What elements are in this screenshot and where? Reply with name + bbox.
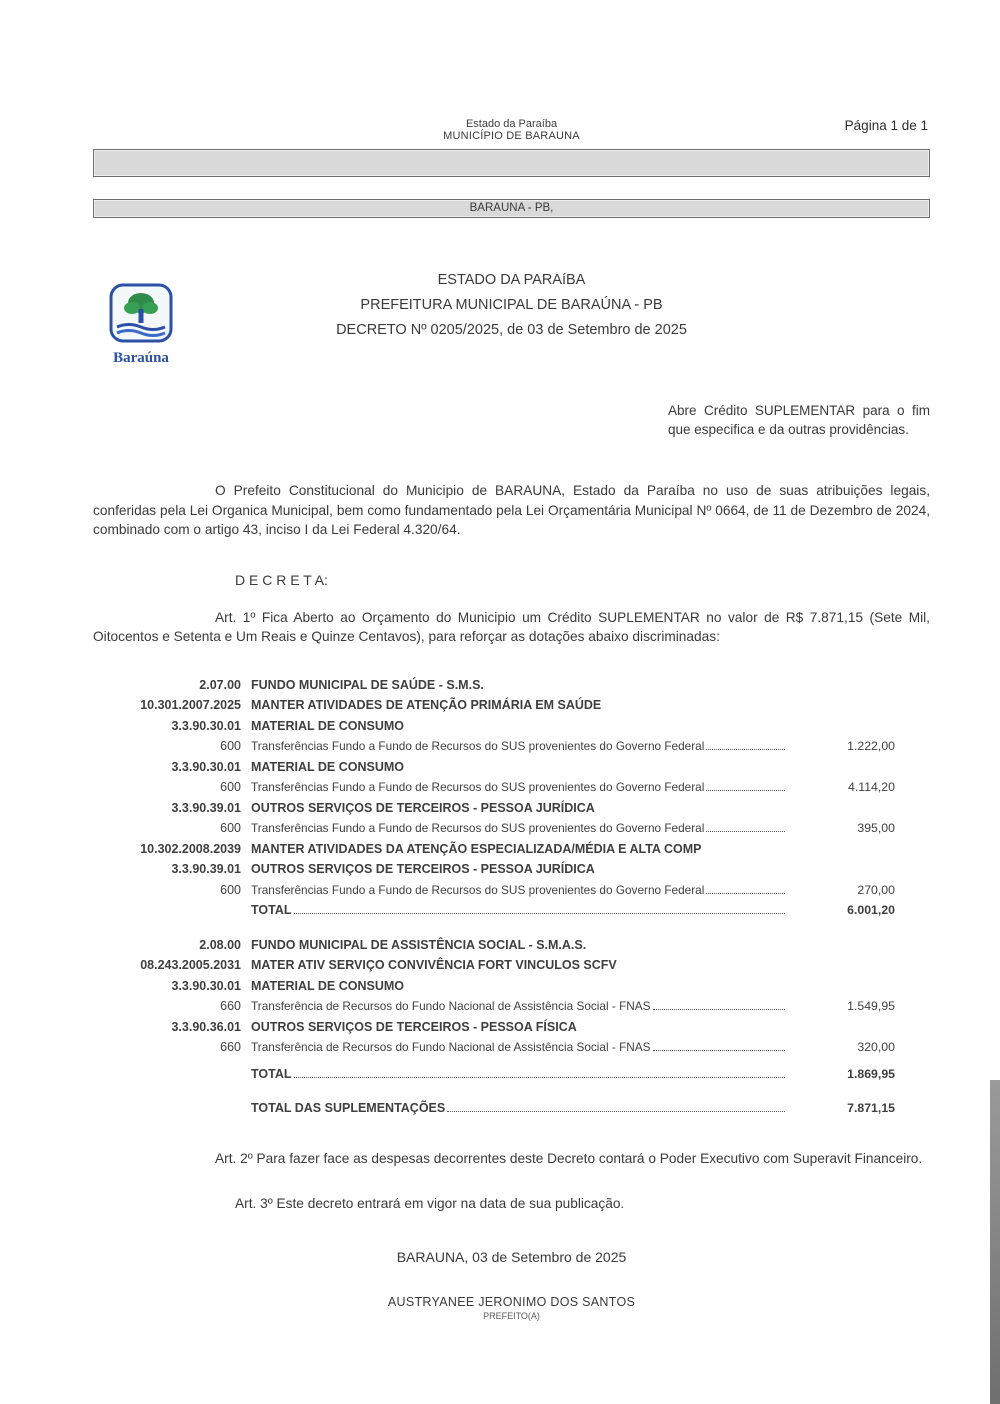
row-description: TOTAL <box>251 1066 292 1081</box>
row-description: Transferências Fundo a Fundo de Recursos do SUS provenientes do Governo Federal <box>251 882 705 897</box>
row-code: 600 <box>220 882 241 897</box>
dotted-leader <box>706 831 785 832</box>
letterhead <box>93 268 930 343</box>
row-value: 1.869,95 <box>847 1066 895 1081</box>
letterhead-decreto-number: DECRETO Nº 0205/2025, de 03 de Setembro de 2025 <box>336 322 687 338</box>
row-description: FUNDO MUNICIPAL DE ASSISTÊNCIA SOCIAL - S.M.A.S. <box>251 937 587 952</box>
signature-role: PREFEITO(A) <box>483 1311 540 1321</box>
table-row <box>93 1064 895 1085</box>
table-row <box>93 777 895 798</box>
table-row <box>93 1017 895 1038</box>
row-description: MATER ATIV SERVIÇO CONVIVÊNCIA FORT VINCULOS SCFV <box>251 958 617 972</box>
row-code: 08.243.2005.2031 <box>140 958 241 972</box>
row-value: 1.549,95 <box>847 999 895 1013</box>
row-code: 10.302.2008.2039 <box>140 841 241 856</box>
row-code: 2.08.00 <box>199 937 241 952</box>
dotted-leader <box>706 893 785 894</box>
row-value: 395,00 <box>857 821 895 835</box>
row-code: 600 <box>220 780 241 794</box>
row-description: MATERIAL DE CONSUMO <box>251 978 405 993</box>
letterhead-state: ESTADO DA PARAíBA <box>437 272 586 288</box>
logo-emblem-icon <box>109 283 173 343</box>
table-row <box>93 818 895 839</box>
table-row <box>93 900 895 921</box>
dotted-leader <box>653 1050 785 1051</box>
article-2: Art. 2º Para fazer face as despesas decorrentes deste Decreto contará o Poder Executivo com Superavit Financeiro. <box>215 1150 923 1166</box>
row-description: Transferências Fundo a Fundo de Recursos do SUS provenientes do Governo Federal <box>251 739 705 753</box>
table-row <box>93 859 895 880</box>
row-code: 600 <box>220 739 241 753</box>
table-row <box>93 955 895 976</box>
row-description: OUTROS SERVIÇOS DE TERCEIROS - PESSOA JURÍDICA <box>251 862 595 876</box>
row-code: 3.3.90.39.01 <box>171 800 241 815</box>
publication-banner-city: BARAUNA - PB, <box>93 199 930 218</box>
allocations-table <box>93 675 895 1119</box>
row-value: 7.871,15 <box>847 1101 895 1115</box>
row-description: OUTROS SERVIÇOS DE TERCEIROS - PESSOA FÍSICA <box>251 1019 577 1034</box>
dotted-leader <box>294 913 785 914</box>
table-row <box>93 757 895 778</box>
date-line: BARAUNA, 03 de Setembro de 2025 <box>396 1249 627 1265</box>
table-row <box>93 996 895 1017</box>
row-description: MANTER ATIVIDADES DA ATENÇÃO ESPECIALIZADA/MÉDIA E ALTA COMP <box>251 841 702 856</box>
table-row <box>93 736 895 757</box>
row-description: TOTAL DAS SUPLEMENTAÇÕES <box>251 1101 446 1115</box>
dotted-leader <box>653 1009 785 1010</box>
row-code: 660 <box>220 1040 241 1054</box>
page-number: Página 1 de 1 <box>844 118 928 133</box>
row-value: 320,00 <box>857 1040 895 1054</box>
row-code: 660 <box>220 999 241 1013</box>
table-row <box>93 880 895 901</box>
row-description: Transferências Fundo a Fundo de Recursos do SUS provenientes do Governo Federal <box>251 821 705 835</box>
row-value: 270,00 <box>857 882 895 897</box>
row-description: MATERIAL DE CONSUMO <box>251 759 405 774</box>
row-code: 3.3.90.30.01 <box>171 978 241 993</box>
row-code: 10.301.2007.2025 <box>140 698 241 712</box>
decree-summary: Abre Crédito SUPLEMENTAR para o fim que especifica e da outras providências. <box>668 403 930 437</box>
row-description: TOTAL <box>251 903 292 917</box>
article-1: Art. 1º Fica Aberto ao Orçamento do Municipio um Crédito SUPLEMENTAR no valor de R$ 7.871,15 (Sete Mil, Oitocentos e Setenta e Um Reais e Quinze Centavos), para reforçar as dotações abaixo discriminadas: <box>93 609 930 644</box>
table-row <box>93 716 895 737</box>
header-state-line: Estado da Paraíba <box>465 118 558 130</box>
row-description: FUNDO MUNICIPAL DE SAÚDE - S.M.S. <box>251 677 484 692</box>
letterhead-prefeitura: PREFEITURA MUNICIPAL DE BARAÚNA - PB <box>360 297 663 313</box>
article-3: Art. 3º Este decreto entrará em vigor na data de sua publicação. <box>235 1196 625 1211</box>
row-description: MATERIAL DE CONSUMO <box>251 718 405 733</box>
document-header <box>93 118 930 142</box>
header-municipio-line: MUNICÍPIO DE BARAUNA <box>443 130 580 142</box>
row-code: 3.3.90.30.01 <box>171 759 241 774</box>
row-code: 2.07.00 <box>199 677 241 692</box>
document-page <box>93 0 930 1321</box>
row-code: 3.3.90.39.01 <box>171 862 241 876</box>
publication-banner-empty <box>93 149 930 177</box>
table-row <box>93 1098 895 1119</box>
dotted-leader <box>706 790 785 791</box>
row-code: 3.3.90.36.01 <box>171 1019 241 1034</box>
dotted-leader <box>294 1077 785 1078</box>
logo-caption: Baraúna <box>113 350 169 366</box>
row-value: 6.001,20 <box>847 903 895 917</box>
table-row <box>93 1037 895 1058</box>
table-row <box>93 935 895 956</box>
row-description: OUTROS SERVIÇOS DE TERCEIROS - PESSOA JURÍDICA <box>251 800 595 815</box>
decree-preamble: O Prefeito Constitucional do Municipio de BARAUNA, Estado da Paraíba no uso de suas atribuições legais, conferidas pela Lei Organica Municipal, bem como fundamentado pela Lei Orçamentária Municipal Nº 0664, de 11 de Dezembro de 2024, combinado com o artigo 43, inciso I da Lei Federal 4.320/64. <box>93 483 930 537</box>
row-description: Transferência de Recursos do Fundo Nacional de Assistência Social - FNAS <box>251 1040 651 1054</box>
decreta-heading: D E C R E T A: <box>235 571 328 588</box>
row-value: 4.114,20 <box>848 780 895 794</box>
row-description: Transferência de Recursos do Fundo Nacional de Assistência Social - FNAS <box>251 999 651 1013</box>
signature-block <box>93 1295 930 1321</box>
scan-edge-artifact <box>990 1080 1000 1404</box>
dotted-leader <box>447 1111 785 1112</box>
row-description: MANTER ATIVIDADES DE ATENÇÃO PRIMÁRIA EM SAÚDE <box>251 698 602 712</box>
row-value: 1.222,00 <box>847 739 895 753</box>
row-code: 3.3.90.30.01 <box>171 718 241 733</box>
row-code: 600 <box>220 821 241 835</box>
dotted-leader <box>706 749 785 750</box>
signature-name: AUSTRYANEE JERONIMO DOS SANTOS <box>387 1295 636 1309</box>
table-row <box>93 798 895 819</box>
table-row <box>93 976 895 997</box>
table-row <box>93 675 895 696</box>
municipality-logo <box>105 283 177 367</box>
table-row <box>93 839 895 860</box>
row-description: Transferências Fundo a Fundo de Recursos do SUS provenientes do Governo Federal <box>251 780 705 794</box>
table-row <box>93 695 895 716</box>
